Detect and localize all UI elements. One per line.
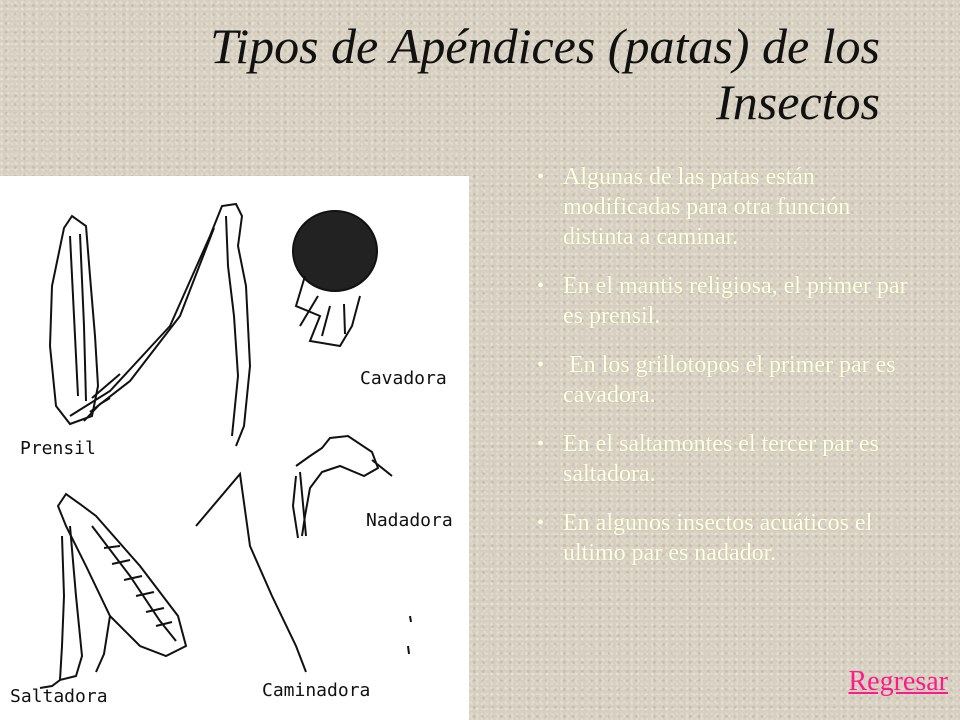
label-saltadora: Saltadora [10, 686, 108, 707]
bullet-item [533, 429, 913, 489]
bullet-text: Algunas de las patas están modificadas para otra función distinta a caminar. [563, 164, 851, 250]
bullet-item [533, 271, 913, 331]
caminadora-leg-drawing [196, 474, 306, 672]
bullet-list [533, 162, 913, 587]
bullet-dot: • [537, 166, 545, 188]
bullet-dot: • [537, 354, 545, 376]
bullet-item [533, 350, 913, 410]
prensil-leg-drawing [50, 204, 250, 446]
label-cavadora: Cavadora [360, 368, 447, 389]
bullet-text: En el saltamontes el tercer par es saltadora. [563, 431, 879, 487]
saltadora-leg-drawing [40, 494, 186, 688]
title-line-2: Insectos [716, 74, 880, 130]
bullet-dot: • [537, 512, 545, 534]
slide-title [60, 18, 880, 130]
label-nadadora: Nadadora [366, 510, 453, 531]
regresar-link[interactable]: Regresar [848, 666, 948, 697]
cavadora-leg-drawing [293, 211, 377, 346]
label-prensil: Prensil [20, 438, 96, 459]
bullet-text: En el mantis religiosa, el primer par es prensil. [563, 273, 908, 329]
bullet-text: En los grillotopos el primer par es cavadora. [563, 352, 902, 408]
bullet-item [533, 162, 913, 252]
title-line-1: Tipos de Apéndices (patas) de los [210, 18, 880, 74]
label-caminadora: Caminadora [262, 680, 371, 701]
bullet-dot: • [537, 433, 545, 455]
bullet-item [533, 508, 913, 568]
insect-legs-figure [0, 176, 469, 720]
bullet-text: En algunos insectos acuáticos el ultimo par es nadador. [563, 510, 873, 566]
bullet-dot: • [537, 275, 545, 297]
